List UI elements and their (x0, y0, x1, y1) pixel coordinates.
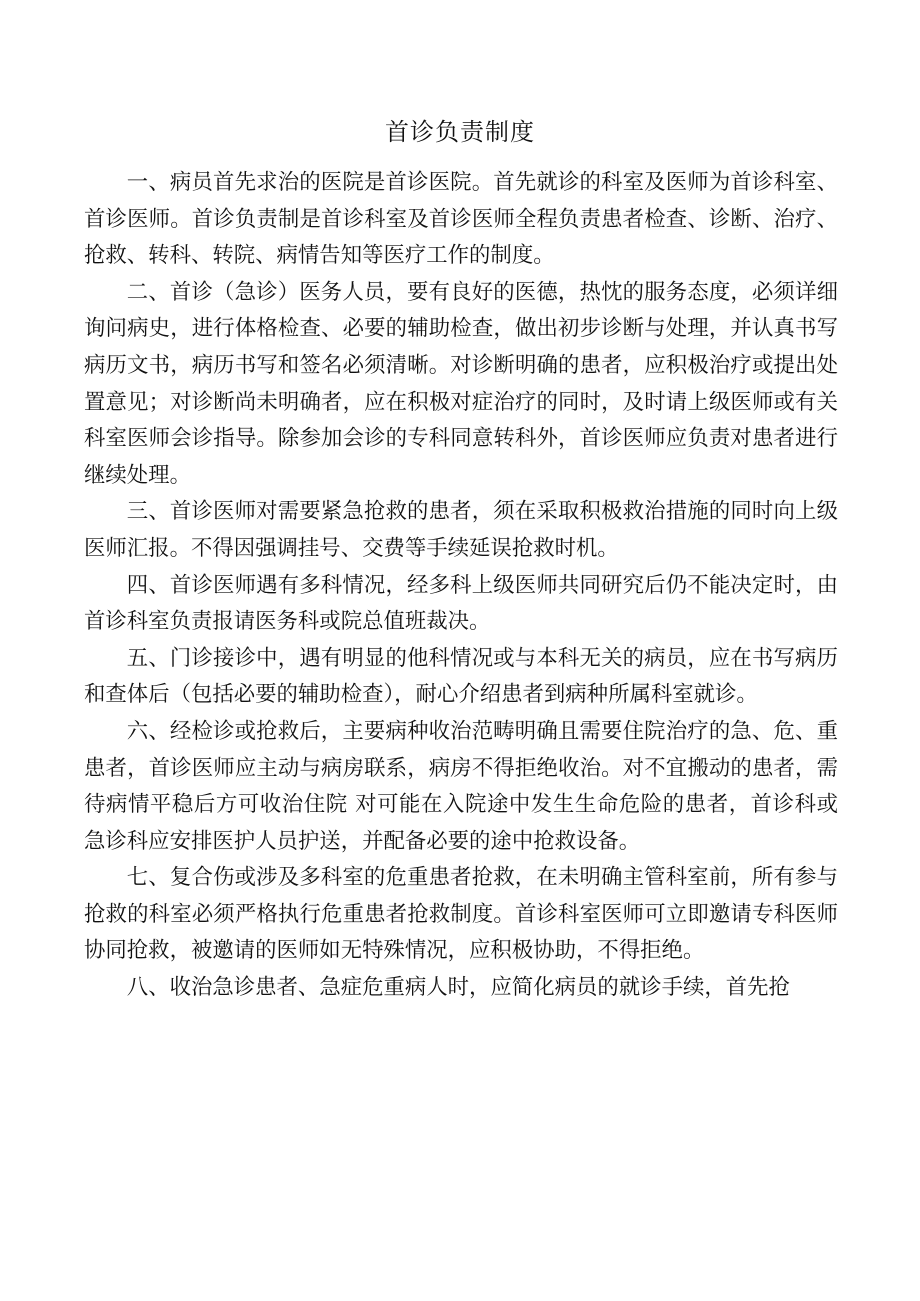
paragraph-4: 四、首诊医师遇有多科情况，经多科上级医师共同研究后仍不能决定时，由首诊科室负责报请医务科或院总值班裁决。 (84, 572, 838, 635)
paragraph-5: 五、门诊接诊中，遇有明显的他科情况或与本科无关的病员，应在书写病历和查体后（包括必要的辅助检查），耐心介绍患者到病种所属科室就诊。 (84, 645, 838, 708)
document-title: 首诊负责制度 (385, 118, 535, 146)
paragraph-8: 八、收治急诊患者、急症危重病人时，应简化病员的就诊手续，首先抢 (126, 975, 790, 1001)
paragraph-6: 六、经检诊或抢救后，主要病种收治范畴明确且需要住院治疗的急、危、重患者，首诊医师应主动与病房联系，病房不得拒绝收治。对不宜搬动的患者，需待病情平稳后方可收治住院 对可能在入院途中发生生命危险的患者，首诊科或急诊科应安排医护人员护送，并配备必要的途中抢救设备。 (84, 718, 838, 854)
paragraph-1: 一、病员首先求治的医院是首诊医院。首先就诊的科室及医师为首诊科室、首诊医师。首诊负责制是首诊科室及首诊医师全程负责患者检查、诊断、治疗、抢救、转科、转院、病情告知等医疗工作的制度。 (84, 170, 838, 269)
paragraph-7: 七、复合伤或涉及多科室的危重患者抢救，在未明确主管科室前，所有参与抢救的科室必须严格执行危重患者抢救制度。首诊科室医师可立即邀请专科医师协同抢救，被邀请的医师如无特殊情况，应积极协助，不得拒绝。 (84, 865, 838, 964)
document-body (84, 165, 838, 1007)
paragraph-3: 三、首诊医师对需要紧急抢救的患者，须在采取积极救治措施的同时向上级医师汇报。不得因强调挂号、交费等手续延误抢救时机。 (84, 499, 838, 561)
paragraph-2: 二、首诊（急诊）医务人员，要有良好的医德，热忱的服务态度，必须详细询问病史，进行体格检查、必要的辅助检查，做出初步诊断与处理，并认真书写病历文书，病历书写和签名必须清晰。对诊断明确的患者，应积极治疗或提出处置意见；对诊断尚未明确者，应在积极对症治疗的同时，及时请上级医师或有关科室医师会诊指导。除参加会诊的专科同意转科外，首诊医师应负责对患者进行继续处理。 (84, 279, 838, 488)
